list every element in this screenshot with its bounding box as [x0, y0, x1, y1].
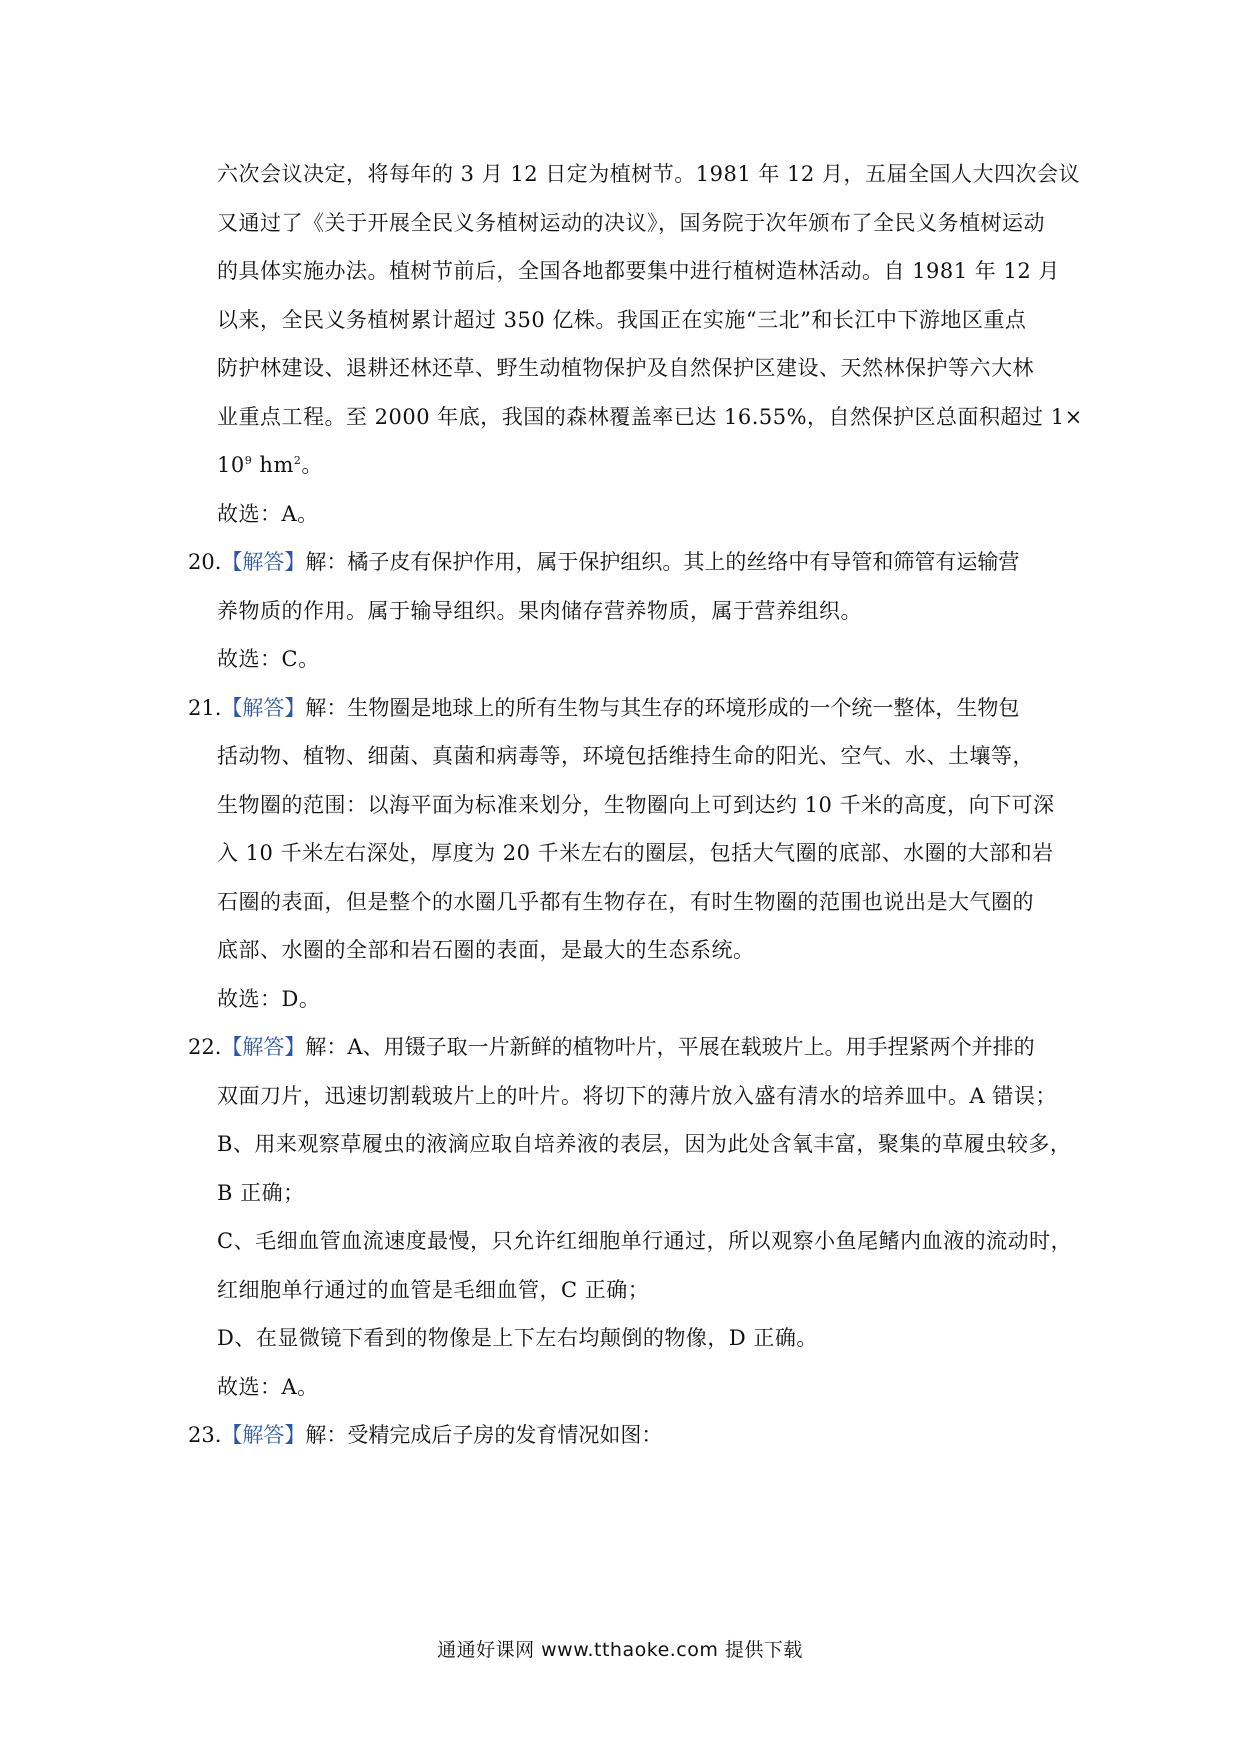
q22-line-1: [188, 1032, 1035, 1062]
q20-text-1: 解：橘子皮有保护作用，属于保护组织。其上的丝络中有导管和筛管有运输营: [305, 550, 1020, 574]
area-unit: hm: [259, 453, 294, 477]
q21-line-1: [188, 693, 1019, 723]
area-base: 10: [217, 453, 245, 477]
q21-tag: 【解答】: [221, 696, 306, 720]
q21-line-4: 入 10 千米左右深处，厚度为 20 千米左右的圈层，包括大气圈的底部、水圈的大部和岩: [217, 841, 1054, 865]
q22-line-3: B、用来观察草履虫的液滴应取自培养液的表层，因为此处含氧丰富，聚集的草履虫较多，: [217, 1132, 1072, 1156]
q21-line-2: 括动物、植物、细菌、真菌和病毒等，环境包括维持生命的阳光、空气、水、土壤等，: [217, 744, 1034, 768]
q21-line-3: 生物圈的范围：以海平面为标准来划分，生物圈向上可到达约 10 千米的高度，向下可深: [217, 793, 1055, 817]
q22-line-4: B 正确；: [217, 1181, 305, 1205]
q20-number: 20.: [188, 550, 222, 574]
q20-line-1: [188, 547, 1019, 577]
q23-line-1: [188, 1420, 662, 1450]
q20-tag: 【解答】: [221, 550, 306, 574]
page-footer: 通通好课网 www.tthaoke.com 提供下载: [437, 1639, 803, 1661]
q22-line-6: 红细胞单行通过的血管是毛细血管，C 正确；: [217, 1278, 650, 1302]
q22-number: 22.: [188, 1035, 222, 1059]
q21-text-1: 解：生物圈是地球上的所有生物与其生存的环境形成的一个统一整体，生物包: [305, 696, 1020, 720]
para19-line-5: 防护林建设、退耕还林还草、野生动植物保护及自然保护区建设、天然林保护等六大林: [217, 356, 1034, 380]
q22-tag: 【解答】: [221, 1035, 306, 1059]
area-unit-exponent: 2: [293, 454, 302, 467]
para19-answer: 故选：A。: [217, 502, 319, 526]
q22-line-2: 双面刀片，迅速切割载玻片上的叶片。将切下的薄片放入盛有清水的培养皿中。A 错误；: [217, 1084, 1057, 1108]
para19-line-1: 六次会议决定，将每年的 3 月 12 日定为植树节。1981 年 12 月，五届全国人大四次会议: [217, 162, 1080, 186]
q20-line-2: 养物质的作用。属于输导组织。果肉储存营养物质，属于营养组织。: [217, 599, 862, 623]
area-exponent: 9: [244, 454, 253, 467]
q23-text-1: 解：受精完成后子房的发育情况如图：: [305, 1423, 663, 1447]
para19-line-6: 业重点工程。至 2000 年底，我国的森林覆盖率已达 16.55%，自然保护区总面积超过 1×: [217, 405, 1083, 429]
q21-answer: 故选：D。: [217, 987, 321, 1011]
q21-line-5: 石圈的表面，但是整个的水圈几乎都有生物存在，有时生物圈的范围也说出是大气圈的: [217, 890, 1034, 914]
q22-text-1: 解：A、用镊子取一片新鲜的植物叶片，平展在载玻片上。用手捏紧两个并排的: [305, 1035, 1035, 1059]
q22-line-5: C、毛细血管血流速度最慢，只允许红细胞单行通过，所以观察小鱼尾鳍内血液的流动时，: [217, 1229, 1073, 1253]
area-end: 。: [301, 453, 323, 477]
q22-answer: 故选：A。: [217, 1375, 319, 1399]
para19-area-line: [217, 450, 323, 480]
para19-line-2: 又通过了《关于开展全民义务植树运动的决议》，国务院于次年颁布了全民义务植树运动: [217, 211, 1045, 235]
para19-line-3: 的具体实施办法。植树节前后，全国各地都要集中进行植树造林活动。自 1981 年 12 月: [217, 259, 1060, 283]
q21-number: 21.: [188, 696, 222, 720]
q20-answer: 故选：C。: [217, 647, 320, 671]
para19-line-4: 以来，全民义务植树累计超过 350 亿株。我国正在实施“三北”和长江中下游地区重点: [217, 308, 1027, 332]
q23-number: 23.: [188, 1423, 222, 1447]
q21-line-6: 底部、水圈的全部和岩石圈的表面，是最大的生态系统。: [217, 938, 755, 962]
q22-line-7: D、在显微镜下看到的物像是上下左右均颠倒的物像，D 正确。: [217, 1326, 818, 1350]
q23-tag: 【解答】: [221, 1423, 306, 1447]
